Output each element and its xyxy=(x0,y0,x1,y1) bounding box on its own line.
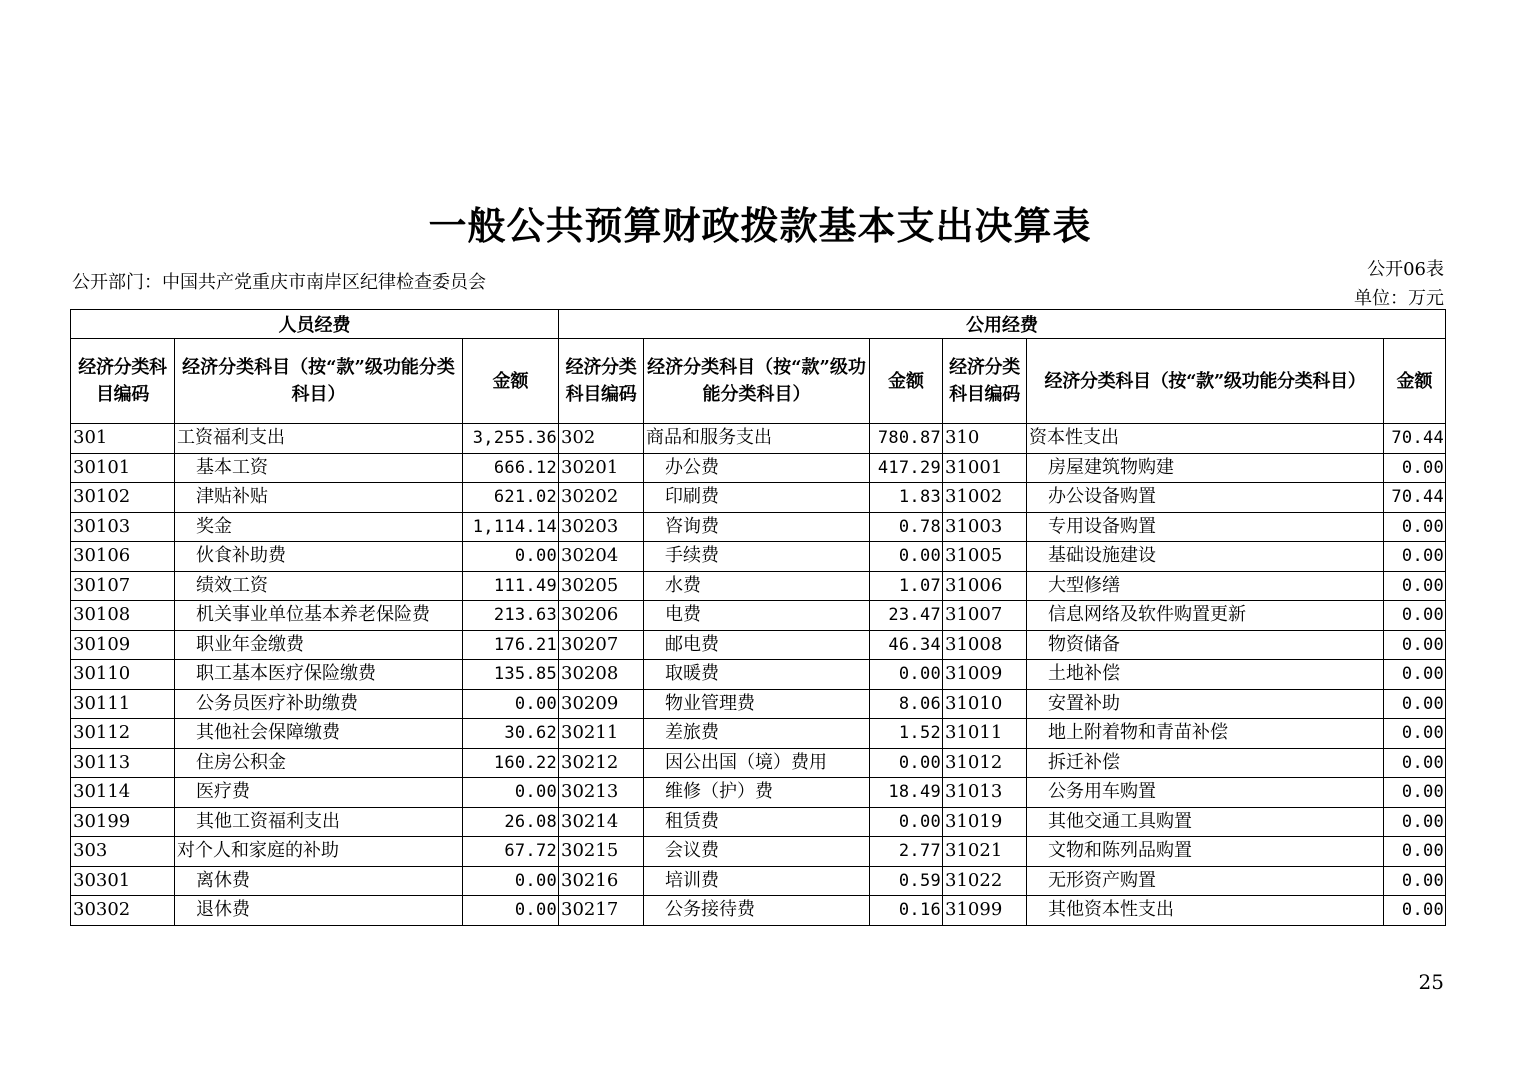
amount-cell: 0.00 xyxy=(870,748,943,778)
table-row xyxy=(71,807,1446,837)
code-cell: 30201 xyxy=(559,453,644,483)
code-cell: 31009 xyxy=(943,660,1027,690)
table-row xyxy=(71,571,1446,601)
amount-cell: 3,255.36 xyxy=(463,424,559,454)
code-cell: 30207 xyxy=(559,630,644,660)
amount-cell: 1.83 xyxy=(870,483,943,513)
name-cell: 住房公积金 xyxy=(175,748,463,778)
name-cell: 租赁费 xyxy=(644,807,870,837)
code-cell: 310 xyxy=(943,424,1027,454)
column-header-code-3: 经济分类科目编码 xyxy=(943,339,1027,424)
name-cell: 对个人和家庭的补助 xyxy=(175,837,463,867)
amount-cell: 23.47 xyxy=(870,601,943,631)
amount-cell: 666.12 xyxy=(463,453,559,483)
expenditure-table xyxy=(70,309,1446,926)
amount-cell: 111.49 xyxy=(463,571,559,601)
name-cell: 公务用车购置 xyxy=(1027,778,1384,808)
name-cell: 医疗费 xyxy=(175,778,463,808)
amount-cell: 0.59 xyxy=(870,866,943,896)
code-cell: 30108 xyxy=(71,601,175,631)
code-cell: 30211 xyxy=(559,719,644,749)
name-cell: 其他资本性支出 xyxy=(1027,896,1384,926)
amount-cell: 0.00 xyxy=(463,689,559,719)
name-cell: 专用设备购置 xyxy=(1027,512,1384,542)
amount-cell: 0.00 xyxy=(1384,807,1446,837)
amount-cell: 18.49 xyxy=(870,778,943,808)
name-cell: 办公费 xyxy=(644,453,870,483)
column-header-code-1: 经济分类科目编码 xyxy=(71,339,175,424)
code-cell: 31099 xyxy=(943,896,1027,926)
amount-cell: 0.00 xyxy=(870,660,943,690)
name-cell: 伙食补助费 xyxy=(175,542,463,572)
name-cell: 商品和服务支出 xyxy=(644,424,870,454)
page-number: 25 xyxy=(1418,970,1444,994)
name-cell: 职业年金缴费 xyxy=(175,630,463,660)
name-cell: 拆迁补偿 xyxy=(1027,748,1384,778)
code-cell: 30112 xyxy=(71,719,175,749)
code-cell: 30202 xyxy=(559,483,644,513)
table-row xyxy=(71,542,1446,572)
table-body xyxy=(71,424,1446,926)
amount-cell: 0.00 xyxy=(1384,453,1446,483)
name-cell: 取暖费 xyxy=(644,660,870,690)
name-cell: 公务员医疗补助缴费 xyxy=(175,689,463,719)
amount-cell: 70.44 xyxy=(1384,483,1446,513)
amount-cell: 0.00 xyxy=(1384,512,1446,542)
amount-cell: 67.72 xyxy=(463,837,559,867)
table-row xyxy=(71,837,1446,867)
name-cell: 工资福利支出 xyxy=(175,424,463,454)
amount-cell: 0.00 xyxy=(1384,866,1446,896)
code-cell: 30113 xyxy=(71,748,175,778)
amount-cell: 70.44 xyxy=(1384,424,1446,454)
name-cell: 咨询费 xyxy=(644,512,870,542)
amount-cell: 780.87 xyxy=(870,424,943,454)
group-header-personnel: 人员经费 xyxy=(71,310,559,339)
name-cell: 维修（护）费 xyxy=(644,778,870,808)
code-cell: 31008 xyxy=(943,630,1027,660)
table-row xyxy=(71,601,1446,631)
name-cell: 职工基本医疗保险缴费 xyxy=(175,660,463,690)
unit-label: 单位：万元 xyxy=(1354,288,1444,309)
name-cell: 土地补偿 xyxy=(1027,660,1384,690)
code-cell: 30209 xyxy=(559,689,644,719)
table-row xyxy=(71,689,1446,719)
name-cell: 绩效工资 xyxy=(175,571,463,601)
amount-cell: 160.22 xyxy=(463,748,559,778)
code-cell: 30215 xyxy=(559,837,644,867)
table-row xyxy=(71,896,1446,926)
column-header-amount-2: 金额 xyxy=(870,339,943,424)
table-row xyxy=(71,748,1446,778)
name-cell: 其他交通工具购置 xyxy=(1027,807,1384,837)
name-cell: 基本工资 xyxy=(175,453,463,483)
code-cell: 30216 xyxy=(559,866,644,896)
amount-cell: 0.00 xyxy=(463,896,559,926)
amount-cell: 135.85 xyxy=(463,660,559,690)
column-header-name-1: 经济分类科目（按“款”级功能分类科目） xyxy=(175,339,463,424)
code-cell: 30114 xyxy=(71,778,175,808)
column-header-code-2: 经济分类科目编码 xyxy=(559,339,644,424)
amount-cell: 213.63 xyxy=(463,601,559,631)
amount-cell: 2.77 xyxy=(870,837,943,867)
name-cell: 离休费 xyxy=(175,866,463,896)
amount-cell: 176.21 xyxy=(463,630,559,660)
amount-cell: 0.16 xyxy=(870,896,943,926)
amount-cell: 8.06 xyxy=(870,689,943,719)
amount-cell: 1.52 xyxy=(870,719,943,749)
name-cell: 差旅费 xyxy=(644,719,870,749)
code-cell: 30106 xyxy=(71,542,175,572)
form-number: 公开06表 xyxy=(1367,259,1444,280)
amount-cell: 0.00 xyxy=(1384,542,1446,572)
name-cell: 水费 xyxy=(644,571,870,601)
name-cell: 其他工资福利支出 xyxy=(175,807,463,837)
name-cell: 房屋建筑物购建 xyxy=(1027,453,1384,483)
name-cell: 会议费 xyxy=(644,837,870,867)
name-cell: 物资储备 xyxy=(1027,630,1384,660)
code-cell: 30205 xyxy=(559,571,644,601)
column-header-amount-1: 金额 xyxy=(463,339,559,424)
code-cell: 30204 xyxy=(559,542,644,572)
amount-cell: 417.29 xyxy=(870,453,943,483)
code-cell: 30208 xyxy=(559,660,644,690)
amount-cell: 0.00 xyxy=(1384,896,1446,926)
department-label: 公开部门：中国共产党重庆市南岸区纪律检查委员会 xyxy=(72,272,486,293)
amount-cell: 0.00 xyxy=(1384,660,1446,690)
code-cell: 30109 xyxy=(71,630,175,660)
code-cell: 31011 xyxy=(943,719,1027,749)
code-cell: 31021 xyxy=(943,837,1027,867)
name-cell: 办公设备购置 xyxy=(1027,483,1384,513)
code-cell: 31002 xyxy=(943,483,1027,513)
name-cell: 电费 xyxy=(644,601,870,631)
table-row xyxy=(71,512,1446,542)
name-cell: 退休费 xyxy=(175,896,463,926)
name-cell: 文物和陈列品购置 xyxy=(1027,837,1384,867)
code-cell: 30103 xyxy=(71,512,175,542)
table-row xyxy=(71,778,1446,808)
code-cell: 30301 xyxy=(71,866,175,896)
table-row xyxy=(71,630,1446,660)
name-cell: 地上附着物和青苗补偿 xyxy=(1027,719,1384,749)
code-cell: 301 xyxy=(71,424,175,454)
code-cell: 31006 xyxy=(943,571,1027,601)
amount-cell: 0.00 xyxy=(870,807,943,837)
amount-cell: 0.00 xyxy=(1384,630,1446,660)
table-row xyxy=(71,424,1446,454)
code-cell: 31007 xyxy=(943,601,1027,631)
amount-cell: 0.00 xyxy=(463,778,559,808)
code-cell: 303 xyxy=(71,837,175,867)
code-cell: 31010 xyxy=(943,689,1027,719)
name-cell: 机关事业单位基本养老保险费 xyxy=(175,601,463,631)
table-row xyxy=(71,453,1446,483)
code-cell: 31022 xyxy=(943,866,1027,896)
name-cell: 物业管理费 xyxy=(644,689,870,719)
code-cell: 30199 xyxy=(71,807,175,837)
table-row xyxy=(71,660,1446,690)
name-cell: 手续费 xyxy=(644,542,870,572)
name-cell: 资本性支出 xyxy=(1027,424,1384,454)
name-cell: 邮电费 xyxy=(644,630,870,660)
amount-cell: 0.00 xyxy=(1384,778,1446,808)
name-cell: 公务接待费 xyxy=(644,896,870,926)
name-cell: 无形资产购置 xyxy=(1027,866,1384,896)
table-row xyxy=(71,483,1446,513)
amount-cell: 0.00 xyxy=(870,542,943,572)
amount-cell: 1.07 xyxy=(870,571,943,601)
name-cell: 因公出国（境）费用 xyxy=(644,748,870,778)
amount-cell: 46.34 xyxy=(870,630,943,660)
amount-cell: 0.00 xyxy=(1384,601,1446,631)
code-cell: 31013 xyxy=(943,778,1027,808)
amount-cell: 1,114.14 xyxy=(463,512,559,542)
code-cell: 31012 xyxy=(943,748,1027,778)
column-header-name-3: 经济分类科目（按“款”级功能分类科目） xyxy=(1027,339,1384,424)
code-cell: 31001 xyxy=(943,453,1027,483)
amount-cell: 26.08 xyxy=(463,807,559,837)
code-cell: 30203 xyxy=(559,512,644,542)
name-cell: 信息网络及软件购置更新 xyxy=(1027,601,1384,631)
name-cell: 安置补助 xyxy=(1027,689,1384,719)
code-cell: 30214 xyxy=(559,807,644,837)
amount-cell: 0.00 xyxy=(1384,719,1446,749)
amount-cell: 0.00 xyxy=(1384,748,1446,778)
code-cell: 30206 xyxy=(559,601,644,631)
code-cell: 30110 xyxy=(71,660,175,690)
amount-cell: 0.00 xyxy=(1384,689,1446,719)
name-cell: 印刷费 xyxy=(644,483,870,513)
name-cell: 大型修缮 xyxy=(1027,571,1384,601)
code-cell: 30217 xyxy=(559,896,644,926)
column-header-amount-3: 金额 xyxy=(1384,339,1446,424)
table-row xyxy=(71,866,1446,896)
amount-cell: 0.00 xyxy=(1384,837,1446,867)
name-cell: 培训费 xyxy=(644,866,870,896)
column-header-name-2: 经济分类科目（按“款”级功能分类科目） xyxy=(644,339,870,424)
amount-cell: 0.00 xyxy=(463,866,559,896)
page-title: 一般公共预算财政拨款基本支出决算表 xyxy=(428,203,1092,248)
code-cell: 30101 xyxy=(71,453,175,483)
name-cell: 基础设施建设 xyxy=(1027,542,1384,572)
code-cell: 30302 xyxy=(71,896,175,926)
code-cell: 31005 xyxy=(943,542,1027,572)
code-cell: 30102 xyxy=(71,483,175,513)
group-header-public: 公用经费 xyxy=(559,310,1446,339)
code-cell: 30213 xyxy=(559,778,644,808)
code-cell: 302 xyxy=(559,424,644,454)
code-cell: 31019 xyxy=(943,807,1027,837)
name-cell: 津贴补贴 xyxy=(175,483,463,513)
amount-cell: 30.62 xyxy=(463,719,559,749)
code-cell: 30111 xyxy=(71,689,175,719)
code-cell: 31003 xyxy=(943,512,1027,542)
amount-cell: 0.78 xyxy=(870,512,943,542)
table-row xyxy=(71,719,1446,749)
code-cell: 30107 xyxy=(71,571,175,601)
amount-cell: 0.00 xyxy=(463,542,559,572)
amount-cell: 0.00 xyxy=(1384,571,1446,601)
amount-cell: 621.02 xyxy=(463,483,559,513)
name-cell: 其他社会保障缴费 xyxy=(175,719,463,749)
name-cell: 奖金 xyxy=(175,512,463,542)
code-cell: 30212 xyxy=(559,748,644,778)
